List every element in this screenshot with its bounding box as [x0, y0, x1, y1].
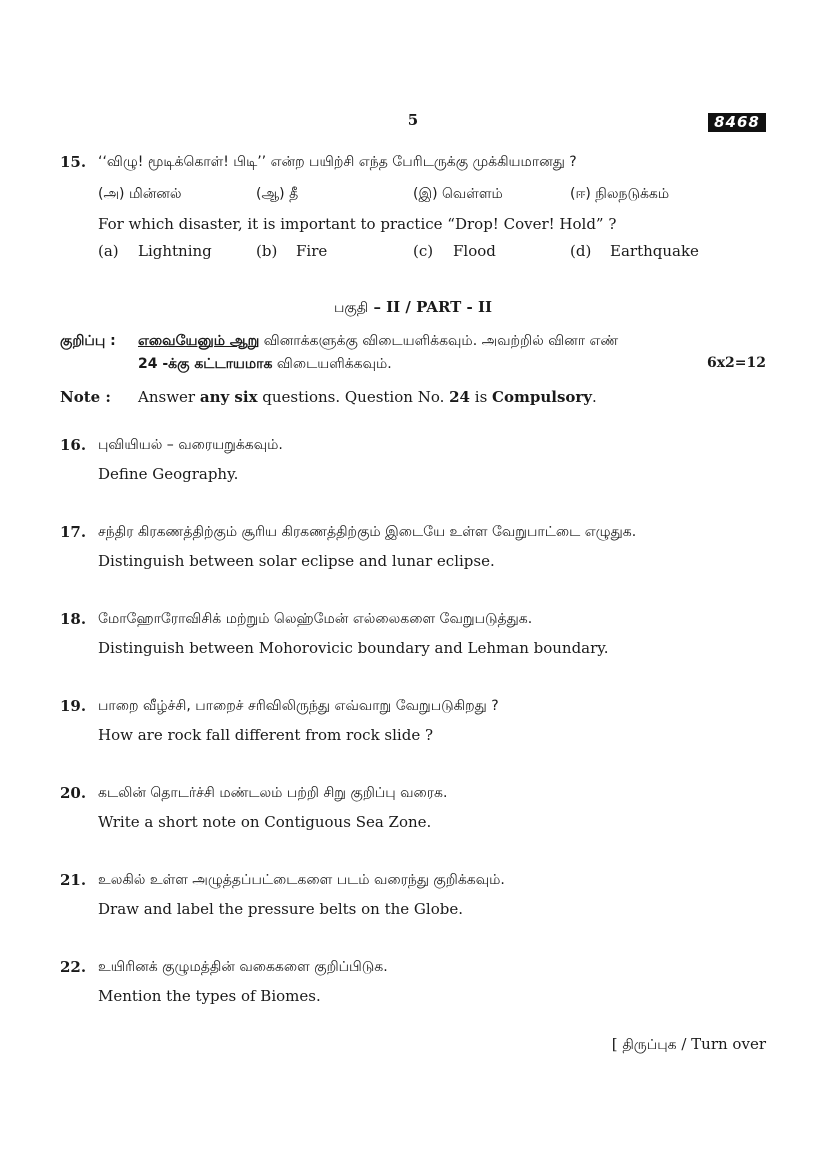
option-tamil: (ஆ) தீ: [256, 186, 299, 202]
option-label: (a): [98, 242, 119, 260]
option-tamil: (அ) மின்னல்: [98, 186, 182, 202]
question-number: 19.: [60, 697, 87, 715]
marks-allocation: 6x2=12: [706, 355, 766, 371]
question-tamil: சந்திர கிரகணத்திற்கும் சூரிய கிரகணத்திற்கும் இடையே உள்ள வேறுபாட்டை எழுதுக.: [98, 524, 637, 540]
question-english: How are rock fall different from rock slide ?: [98, 726, 434, 744]
option-text: Earthquake: [610, 242, 699, 260]
note-text: Answer any six questions. Question No. 24 is Compulsory.: [138, 388, 597, 406]
question-english: Draw and label the pressure belts on the Globe.: [98, 900, 463, 918]
option-tamil: (ஈ) நிலநடுக்கம்: [570, 186, 670, 202]
question-tamil: மோஹோரோவிசிக் மற்றும் லெஹ்மேன் எல்லைகளை வேறுபடுத்துக.: [98, 611, 533, 627]
question-english: Write a short note on Contiguous Sea Zone.: [98, 813, 432, 831]
turn-over-label: [ திருப்புக / Turn over: [611, 1035, 766, 1053]
question-number: 17.: [60, 523, 87, 541]
question-tamil: கடலின் தொடர்ச்சி மண்டலம் பற்றி சிறு குறிப்பு வரைக.: [98, 785, 448, 801]
option-label: (d): [570, 242, 592, 260]
option-text: Fire: [296, 242, 328, 260]
question-number: 18.: [60, 610, 87, 628]
question-tamil: உலகில் உள்ள அழுத்தப்பட்டைகளை படம் வரைந்து குறிக்கவும்.: [98, 872, 505, 888]
question-english: Define Geography.: [98, 465, 239, 483]
question-number: 16.: [60, 436, 87, 454]
question-tamil: புவியியல் – வரையறுக்கவும்.: [98, 437, 283, 453]
question-english: Distinguish between Mohorovicic boundary and Lehman boundary.: [98, 639, 609, 657]
option-text: Flood: [453, 242, 496, 260]
question-tamil: உயிரினக் குழுமத்தின் வகைகளை குறிப்பிடுக.: [98, 959, 388, 975]
option-text: Lightning: [138, 242, 212, 260]
question-english: For which disaster, it is important to practice “Drop! Cover! Hold” ?: [98, 215, 617, 233]
instruction-label: குறிப்பு :: [60, 333, 116, 349]
question-tamil: பாறை வீழ்ச்சி, பாறைச் சரிவிலிருந்து எவ்வாறு வேறுபடுகிறது ?: [98, 698, 499, 714]
instruction-line-2: 24 -க்கு கட்டாயமாக விடையளிக்கவும்.: [138, 356, 392, 372]
question-number: 21.: [60, 871, 87, 889]
instruction-line-1: எவையேனும் ஆறு வினாக்களுக்கு விடையளிக்கவும். அவற்றில் வினா எண்: [138, 333, 619, 349]
page-number: 5: [407, 111, 419, 129]
question-number: 22.: [60, 958, 87, 976]
option-label: (b): [256, 242, 278, 260]
question-english: Mention the types of Biomes.: [98, 987, 321, 1005]
question-tamil: ‘‘விழு! மூடிக்கொள்! பிடி’’ என்ற பயிற்சி எந்த பேரிடருக்கு முக்கியமானது ?: [98, 154, 577, 170]
option-label: (c): [413, 242, 434, 260]
part-heading: பகுதி – II / PART - II: [333, 298, 493, 316]
question-number: 20.: [60, 784, 87, 802]
note-label: Note :: [60, 388, 111, 406]
paper-code-badge: 8468: [708, 113, 766, 132]
question-number: 15.: [60, 153, 87, 171]
question-english: Distinguish between solar eclipse and lunar eclipse.: [98, 552, 495, 570]
option-tamil: (இ) வெள்ளம்: [413, 186, 503, 202]
